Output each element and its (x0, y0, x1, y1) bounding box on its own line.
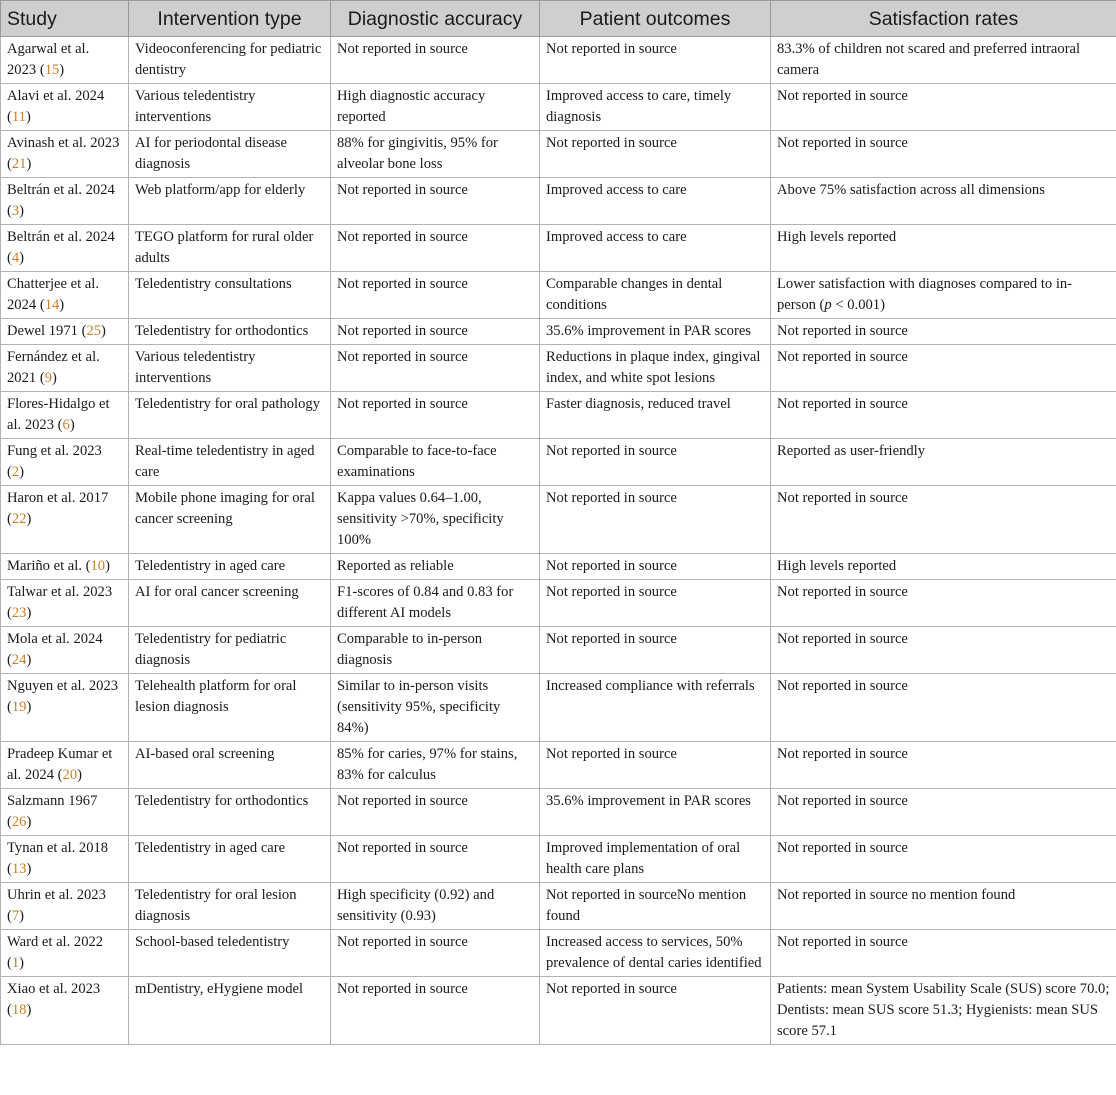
cell-diagnostic-accuracy: Reported as reliable (331, 554, 540, 580)
cell-intervention-type: Teledentistry consultations (129, 272, 331, 319)
reference-close-paren: ) (52, 370, 57, 386)
reference-link[interactable]: 24 (11, 652, 27, 668)
cell-study (1, 131, 129, 178)
cell-diagnostic-accuracy: Not reported in source (331, 930, 540, 977)
cell-study (1, 84, 129, 131)
table-row (1, 37, 1116, 84)
table-row (1, 930, 1116, 977)
cell-intervention-type: School-based teledentistry (129, 930, 331, 977)
header-intervention-type: Intervention type (129, 1, 331, 37)
reference-close-paren: ) (77, 767, 82, 783)
reference-link[interactable]: 1 (11, 955, 20, 971)
cell-intervention-type: TEGO platform for rural older adults (129, 225, 331, 272)
cell-patient-outcomes: 35.6% improvement in PAR scores (540, 789, 771, 836)
cell-patient-outcomes: Increased compliance with referrals (540, 674, 771, 742)
cell-study (1, 554, 129, 580)
reference-link[interactable]: 14 (44, 297, 60, 313)
reference-link[interactable]: 20 (62, 767, 78, 783)
cell-satisfaction-rates (771, 627, 1116, 674)
satisfaction-text: Not reported in source (777, 135, 908, 151)
cell-satisfaction-rates (771, 789, 1116, 836)
cell-patient-outcomes: Improved access to care, timely diagnosis (540, 84, 771, 131)
satisfaction-text: Not reported in source (777, 88, 908, 104)
cell-intervention-type: AI for periodontal disease diagnosis (129, 131, 331, 178)
satisfaction-text: Reported as user-friendly (777, 443, 926, 459)
cell-patient-outcomes: Not reported in source (540, 580, 771, 627)
table-row (1, 272, 1116, 319)
cell-study (1, 977, 129, 1045)
study-name: Fung et al. 2023 ( (7, 443, 102, 480)
study-name: Avinash et al. 2023 ( (7, 135, 120, 172)
header-diagnostic-accuracy: Diagnostic accuracy (331, 1, 540, 37)
cell-diagnostic-accuracy: Not reported in source (331, 392, 540, 439)
cell-study (1, 836, 129, 883)
cell-satisfaction-rates (771, 345, 1116, 392)
cell-intervention-type: Teledentistry for oral pathology (129, 392, 331, 439)
reference-close-paren: ) (26, 652, 32, 668)
cell-satisfaction-rates (771, 486, 1116, 554)
cell-study (1, 319, 129, 345)
study-name: Fernández et al. 2021 ( (7, 349, 100, 386)
cell-satisfaction-rates (771, 319, 1116, 345)
cell-study (1, 674, 129, 742)
cell-diagnostic-accuracy: High diagnostic accuracy reported (331, 84, 540, 131)
header-satisfaction-rates: Satisfaction rates (771, 1, 1116, 37)
cell-patient-outcomes: Not reported in source (540, 131, 771, 178)
table-row (1, 883, 1116, 930)
cell-satisfaction-rates (771, 883, 1116, 930)
cell-study (1, 742, 129, 789)
cell-satisfaction-rates (771, 272, 1116, 319)
study-name: Haron et al. 2017 ( (7, 490, 109, 527)
cell-study (1, 439, 129, 486)
cell-satisfaction-rates (771, 836, 1116, 883)
satisfaction-text: 83.3% of children not scared and preferred intraoral camera (777, 41, 1081, 78)
cell-satisfaction-rates (771, 37, 1116, 84)
header-row (1, 1, 1116, 37)
study-name: Ward et al. 2022 ( (7, 934, 104, 971)
cell-study (1, 930, 129, 977)
reference-link[interactable]: 21 (11, 156, 27, 172)
cell-intervention-type: Teledentistry in aged care (129, 554, 331, 580)
cell-patient-outcomes: Increased access to services, 50% prevalence of dental caries identified (540, 930, 771, 977)
cell-diagnostic-accuracy: Comparable to in-person diagnosis (331, 627, 540, 674)
cell-study (1, 883, 129, 930)
satisfaction-text: Not reported in source (777, 746, 908, 762)
cell-diagnostic-accuracy: High specificity (0.92) and sensitivity (0.93) (331, 883, 540, 930)
cell-diagnostic-accuracy: Kappa values 0.64–1.00, sensitivity >70%, specificity 100% (331, 486, 540, 554)
cell-study (1, 272, 129, 319)
cell-study (1, 345, 129, 392)
cell-diagnostic-accuracy: Not reported in source (331, 272, 540, 319)
table-row (1, 131, 1116, 178)
header-patient-outcomes: Patient outcomes (540, 1, 771, 37)
cell-study (1, 627, 129, 674)
table-row (1, 789, 1116, 836)
cell-patient-outcomes: Improved access to care (540, 178, 771, 225)
study-name: Alavi et al. 2024 ( (7, 88, 105, 125)
study-name: Talwar et al. 2023 ( (7, 584, 113, 621)
cell-patient-outcomes: Comparable changes in dental conditions (540, 272, 771, 319)
study-name: Salzmann 1967 ( (7, 793, 98, 830)
study-name: Mariño et al. ( (7, 558, 91, 574)
satisfaction-text: Not reported in source (777, 349, 908, 365)
reference-close-paren: ) (26, 511, 32, 527)
table-row (1, 580, 1116, 627)
cell-intervention-type: Teledentistry in aged care (129, 836, 331, 883)
reference-close-paren: ) (26, 699, 32, 715)
cell-satisfaction-rates (771, 930, 1116, 977)
cell-satisfaction-rates (771, 742, 1116, 789)
cell-diagnostic-accuracy: Not reported in source (331, 178, 540, 225)
table-row (1, 627, 1116, 674)
cell-satisfaction-rates (771, 580, 1116, 627)
cell-patient-outcomes: Not reported in source (540, 439, 771, 486)
cell-intervention-type: Telehealth platform for oral lesion diagnosis (129, 674, 331, 742)
cell-diagnostic-accuracy: Similar to in-person visits (sensitivity 95%, specificity 84%) (331, 674, 540, 742)
cell-intervention-type: Videoconferencing for pediatric dentistry (129, 37, 331, 84)
cell-patient-outcomes: Not reported in source (540, 486, 771, 554)
satisfaction-text: High levels reported (777, 558, 897, 574)
header-study: Study (1, 1, 129, 37)
cell-study (1, 178, 129, 225)
cell-intervention-type: Real-time teledentistry in aged care (129, 439, 331, 486)
p-value-text: < 0.001) (831, 297, 885, 313)
table-row (1, 554, 1116, 580)
table-row (1, 742, 1116, 789)
study-name: Chatterjee et al. 2024 ( (7, 276, 99, 313)
table-row (1, 319, 1116, 345)
cell-satisfaction-rates (771, 392, 1116, 439)
table-body (1, 37, 1116, 1045)
cell-study (1, 37, 129, 84)
reference-link[interactable]: 4 (11, 250, 20, 266)
satisfaction-text: Not reported in source (777, 840, 908, 856)
study-name: Mola et al. 2024 ( (7, 631, 103, 668)
satisfaction-text: Not reported in source (777, 678, 908, 694)
cell-intervention-type: AI-based oral screening (129, 742, 331, 789)
satisfaction-text: Not reported in source (777, 396, 908, 412)
reference-close-paren: ) (26, 605, 32, 621)
reference-close-paren: ) (101, 323, 106, 339)
cell-study (1, 789, 129, 836)
cell-patient-outcomes: Improved implementation of oral health care plans (540, 836, 771, 883)
cell-intervention-type: mDentistry, eHygiene model (129, 977, 331, 1045)
study-name: Tynan et al. 2018 ( (7, 840, 109, 877)
study-name: Xiao et al. 2023 ( (7, 981, 101, 1018)
cell-intervention-type: Mobile phone imaging for oral cancer screening (129, 486, 331, 554)
reference-close-paren: ) (26, 1002, 32, 1018)
reference-link[interactable]: 25 (86, 323, 102, 339)
cell-diagnostic-accuracy: Not reported in source (331, 345, 540, 392)
study-name: Uhrin et al. 2023 ( (7, 887, 106, 924)
satisfaction-text: Patients: mean System Usability Scale (SUS) score 70.0; Dentists: mean SUS score 51.3; Hygienists: mean SUS score 57.1 (777, 981, 1110, 1039)
reference-close-paren: ) (59, 297, 65, 313)
cell-study (1, 392, 129, 439)
cell-satisfaction-rates (771, 178, 1116, 225)
cell-satisfaction-rates (771, 977, 1116, 1045)
reference-close-paren: ) (59, 62, 65, 78)
cell-diagnostic-accuracy: Not reported in source (331, 977, 540, 1045)
reference-close-paren: ) (25, 109, 31, 125)
reference-link[interactable]: 23 (11, 605, 27, 621)
cell-patient-outcomes: Not reported in sourceNo mention found (540, 883, 771, 930)
cell-patient-outcomes: Faster diagnosis, reduced travel (540, 392, 771, 439)
cell-intervention-type: Teledentistry for oral lesion diagnosis (129, 883, 331, 930)
cell-diagnostic-accuracy: F1-scores of 0.84 and 0.83 for different AI models (331, 580, 540, 627)
satisfaction-text: Not reported in source (777, 584, 908, 600)
satisfaction-text: Not reported in source (777, 490, 908, 506)
satisfaction-text: Not reported in source no mention found (777, 887, 1016, 903)
cell-intervention-type: Teledentistry for orthodontics (129, 789, 331, 836)
reference-close-paren: ) (19, 955, 25, 971)
reference-link[interactable]: 9 (44, 370, 52, 386)
cell-patient-outcomes: Not reported in source (540, 37, 771, 84)
cell-diagnostic-accuracy: Not reported in source (331, 225, 540, 272)
cell-intervention-type: Teledentistry for orthodontics (129, 319, 331, 345)
cell-study (1, 225, 129, 272)
table-row (1, 977, 1116, 1045)
cell-patient-outcomes: Not reported in source (540, 742, 771, 789)
satisfaction-text: Lower satisfaction with diagnoses compared to in-person ( (777, 276, 1073, 313)
cell-study (1, 486, 129, 554)
table-row (1, 836, 1116, 883)
reference-link[interactable]: 13 (11, 861, 27, 877)
reference-close-paren: ) (26, 861, 32, 877)
table-row (1, 225, 1116, 272)
reference-link[interactable]: 3 (11, 203, 20, 219)
table-row (1, 439, 1116, 486)
cell-intervention-type: Various teledentistry interventions (129, 84, 331, 131)
cell-patient-outcomes: Reductions in plaque index, gingival index, and white spot lesions (540, 345, 771, 392)
cell-study (1, 580, 129, 627)
reference-close-paren: ) (19, 464, 25, 480)
cell-patient-outcomes: Not reported in source (540, 627, 771, 674)
cell-diagnostic-accuracy: Not reported in source (331, 789, 540, 836)
table-row (1, 345, 1116, 392)
satisfaction-text: Not reported in source (777, 793, 908, 809)
cell-intervention-type: Teledentistry for pediatric diagnosis (129, 627, 331, 674)
cell-intervention-type: AI for oral cancer screening (129, 580, 331, 627)
study-name: Agarwal et al. 2023 ( (7, 41, 90, 78)
reference-link[interactable]: 6 (62, 417, 70, 433)
cell-patient-outcomes: Not reported in source (540, 554, 771, 580)
cell-patient-outcomes: Not reported in source (540, 977, 771, 1045)
study-name: Dewel 1971 ( (7, 323, 87, 339)
cell-satisfaction-rates (771, 131, 1116, 178)
cell-satisfaction-rates (771, 84, 1116, 131)
table-row (1, 674, 1116, 742)
study-name: Nguyen et al. 2023 ( (7, 678, 119, 715)
reference-link[interactable]: 18 (11, 1002, 27, 1018)
table-header (1, 1, 1116, 37)
reference-close-paren: ) (26, 814, 32, 830)
cell-satisfaction-rates (771, 439, 1116, 486)
cell-diagnostic-accuracy: 88% for gingivitis, 95% for alveolar bone loss (331, 131, 540, 178)
p-value-symbol: p (824, 297, 832, 313)
cell-diagnostic-accuracy: Not reported in source (331, 836, 540, 883)
reference-close-paren: ) (19, 203, 25, 219)
reference-close-paren: ) (26, 156, 32, 172)
reference-link[interactable]: 15 (44, 62, 60, 78)
study-name: Beltrán et al. 2024 ( (7, 229, 115, 266)
table-row (1, 84, 1116, 131)
table-row (1, 486, 1116, 554)
cell-diagnostic-accuracy: Not reported in source (331, 37, 540, 84)
reference-link[interactable]: 2 (11, 464, 20, 480)
satisfaction-text: Not reported in source (777, 631, 908, 647)
cell-intervention-type: Web platform/app for elderly (129, 178, 331, 225)
cell-satisfaction-rates (771, 225, 1116, 272)
satisfaction-text: Not reported in source (777, 323, 908, 339)
study-name: Flores-Hidalgo et al. 2023 ( (7, 396, 110, 433)
reference-close-paren: ) (19, 908, 25, 924)
reference-close-paren: ) (19, 250, 25, 266)
reference-close-paren: ) (105, 558, 110, 574)
cell-satisfaction-rates (771, 554, 1116, 580)
reference-link[interactable]: 19 (11, 699, 27, 715)
cell-diagnostic-accuracy: Not reported in source (331, 319, 540, 345)
study-name: Beltrán et al. 2024 ( (7, 182, 115, 219)
reference-link[interactable]: 7 (11, 908, 20, 924)
cell-patient-outcomes: Improved access to care (540, 225, 771, 272)
cell-satisfaction-rates (771, 674, 1116, 742)
table-row (1, 178, 1116, 225)
reference-link[interactable]: 22 (11, 511, 27, 527)
reference-close-paren: ) (69, 417, 75, 433)
satisfaction-text: Above 75% satisfaction across all dimensions (777, 182, 1045, 198)
cell-intervention-type: Various teledentistry interventions (129, 345, 331, 392)
table-row (1, 392, 1116, 439)
reference-link[interactable]: 26 (11, 814, 27, 830)
reference-link[interactable]: 10 (90, 558, 106, 574)
satisfaction-text: Not reported in source (777, 934, 908, 950)
cell-patient-outcomes: 35.6% improvement in PAR scores (540, 319, 771, 345)
cell-diagnostic-accuracy: Comparable to face-to-face examinations (331, 439, 540, 486)
study-name: Pradeep Kumar et al. 2024 ( (7, 746, 113, 783)
satisfaction-text: High levels reported (777, 229, 897, 245)
cell-diagnostic-accuracy: 85% for caries, 97% for stains, 83% for calculus (331, 742, 540, 789)
reference-link[interactable]: 11 (11, 109, 26, 125)
